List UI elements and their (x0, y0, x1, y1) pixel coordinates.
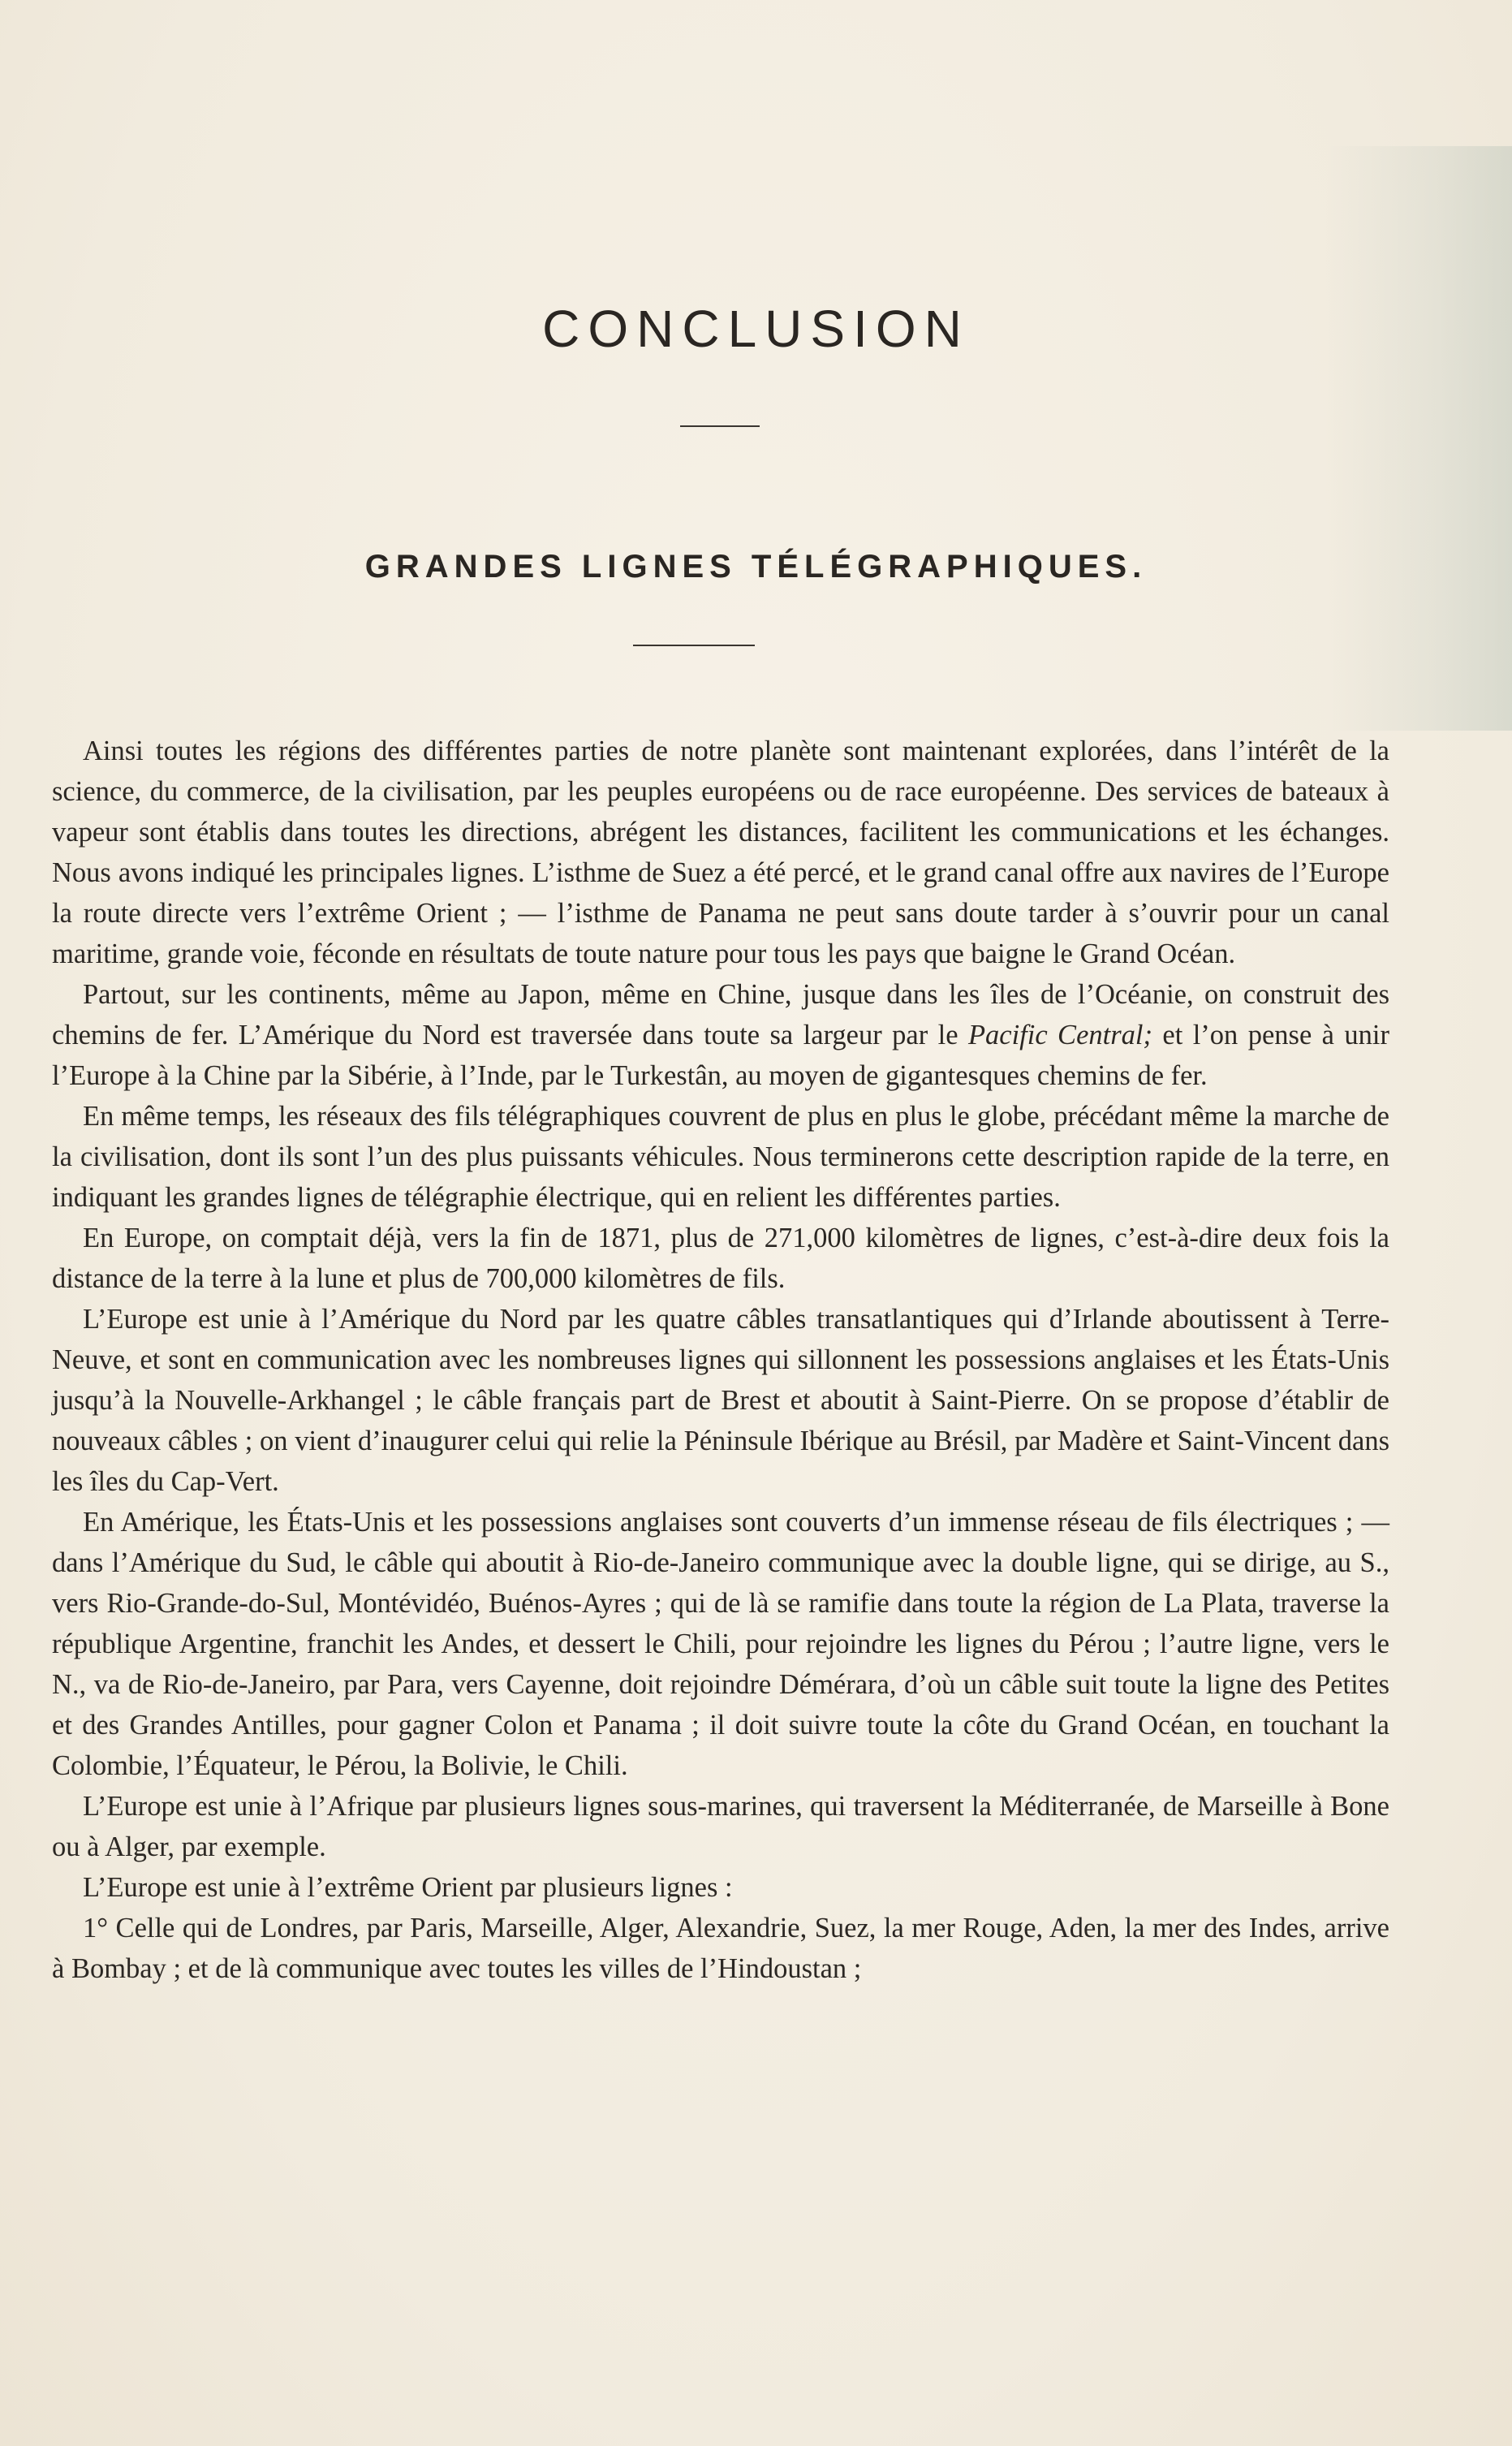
paragraph-2-before: Partout, sur les continents, même au Japon, même en Chine, jusque dans les îles de l’Océanie, on construit des chemins de fer. L’Amérique du Nord est traversée dans toute sa largeur par le (52, 979, 1389, 1050)
pacific-central-italic: Pacific Central; (967, 1020, 1152, 1050)
body-text (52, 731, 1389, 1989)
paragraph-7: L’Europe est unie à l’Afrique par plusieurs lignes sous-marines, qui traversent la Méditerranée, de Marseille à Bone ou à Alger, par exemple. (52, 1791, 1389, 1862)
paragraph-8: L’Europe est unie à l’extrême Orient par plusieurs lignes : (83, 1872, 733, 1903)
facing-page-bleed-through (1325, 146, 1512, 731)
subtitle-rule (633, 645, 755, 646)
paragraph-6: En Amérique, les États-Unis et les possessions anglaises sont couverts d’un immense réseau de fils électriques ; — dans l’Amérique du Sud, le câble qui aboutit à Rio-de-Janeiro communique avec la double ligne, qui se dirige, au S., vers Rio-Grande-do-Sul, Montévidéo, Buénos-Ayres ; qui de là se ramifie dans toute la région de La Plata, traverse la république Argentine, franchit les Andes, et dessert le Chili, pour rejoindre les lignes du Pérou ; l’autre ligne, vers le N., va de Rio-de-Janeiro, par Para, vers Cayenne, doit rejoindre Démérara, d’où un câble suit toute la ligne des Petites et des Grandes Antilles, pour gagner Colon et Panama ; il doit suivre toute la côte du Grand Océan, en touchant la Colombie, l’Équateur, le Pérou, la Bolivie, le Chili. (52, 1507, 1389, 1781)
paragraph-1: Ainsi toutes les régions des différentes parties de notre planète sont maintenant explorées, dans l’intérêt de la science, du commerce, de la civilisation, par les peuples européens ou de race européenne. Des services de bateaux à vapeur sont établis dans toutes les directions, abrégent les distances, facilitent les communications et les échanges. Nous avons indiqué les principales lignes. L’isthme de Suez a été percé, et le grand canal offre aux navires de l’Europe la route directe vers l’extrême Orient ; — l’isthme de Panama ne peut sans doute tarder à s’ouvrir pour un canal maritime, grande voie, féconde en résultats de toute nature pour tous les pays que baigne le Grand Océan. (52, 736, 1389, 969)
paragraph-2 (52, 974, 1389, 1096)
paragraph-9: 1° Celle qui de Londres, par Paris, Marseille, Alger, Alexandrie, Suez, la mer Rouge, Aden, la mer des Indes, arrive à Bombay ; et de là communique avec toutes les villes de l’Hindoustan ; (52, 1913, 1389, 1984)
paragraph-5: L’Europe est unie à l’Amérique du Nord par les quatre câbles transatlantiques qui d’Irlande aboutissent à Terre-Neuve, et sont en communication avec les nombreuses lignes qui sillonnent les possessions anglaises et les États-Unis jusqu’à la Nouvelle-Arkhangel ; le câble français part de Brest et aboutit à Saint-Pierre. On se propose d’établir de nouveaux câbles ; on vient d’inaugurer celui qui relie la Péninsule Ibérique au Brésil, par Madère et Saint-Vincent dans les îles du Cap-Vert. (52, 1304, 1389, 1497)
title-rule (680, 425, 760, 427)
paragraph-4: En Europe, on comptait déjà, vers la fin de 1871, plus de 271,000 kilomètres de lignes, c’est-à-dire deux fois la distance de la terre à la lune et plus de 700,000 kilomètres de fils. (52, 1223, 1389, 1294)
paragraph-3: En même temps, les réseaux des fils télégraphiques couvrent de plus en plus le globe, précédant même la marche de la civilisation, dont ils sont l’un des plus puissants véhicules. Nous terminerons cette description rapide de la terre, en indiquant les grandes lignes de télégraphie électrique, qui en relient les différentes parties. (52, 1101, 1389, 1213)
chapter-title: CONCLUSION (542, 300, 970, 358)
section-subtitle: GRANDES LIGNES TÉLÉGRAPHIQUES. (364, 549, 1148, 585)
paragraph-2-after: et l’on pense à unir l’Europe à la Chine par la Sibérie, à l’Inde, par le Turkestân, au moyen de gigantesques chemins de fer. (52, 1020, 1389, 1091)
